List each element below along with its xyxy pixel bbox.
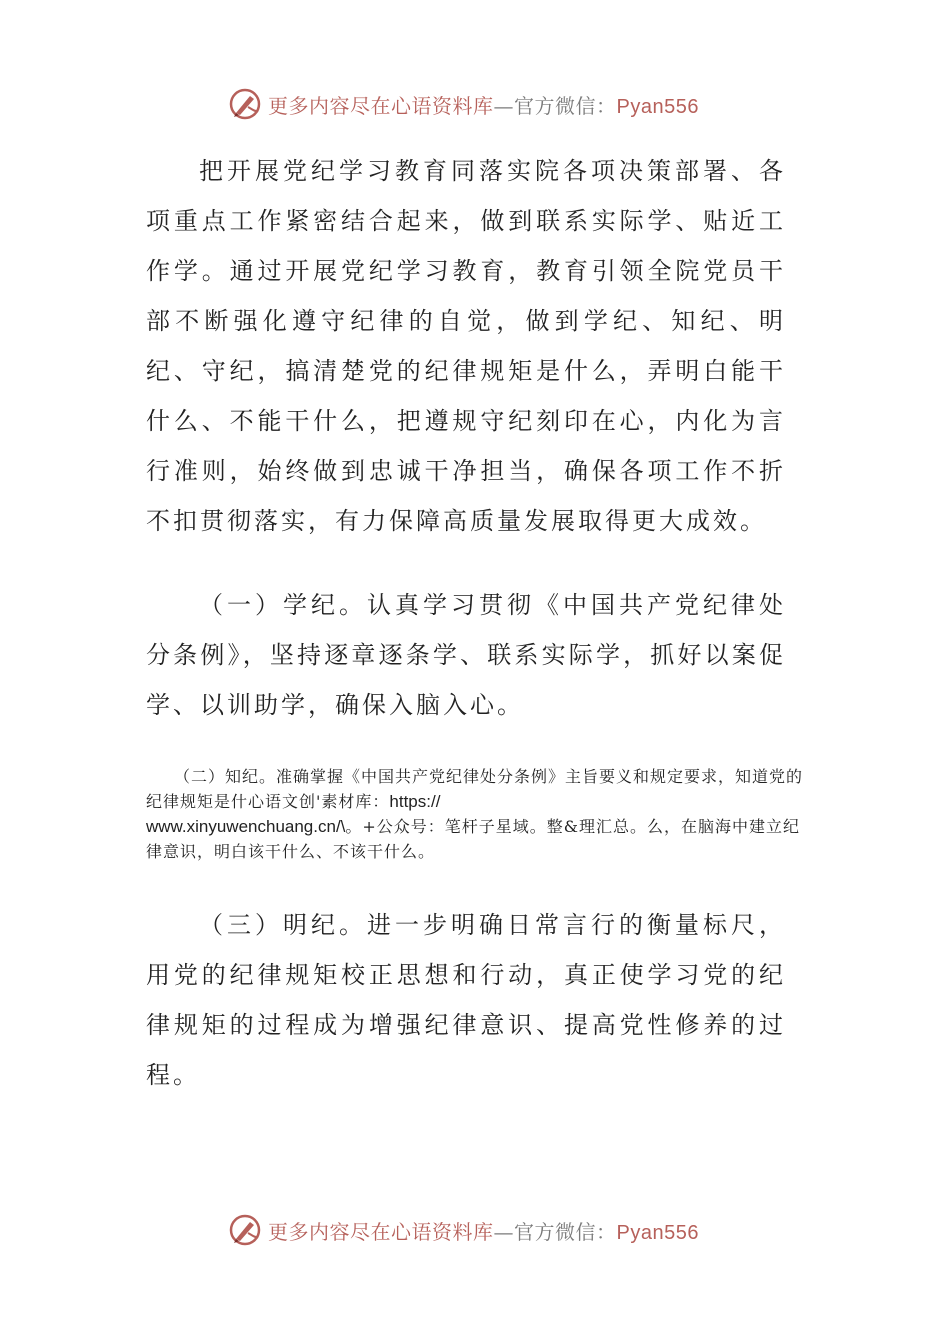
pen-logo-icon [228, 1213, 262, 1247]
banner-title: 更多内容尽在心语资料库 [268, 93, 494, 118]
paragraph-intro [146, 146, 786, 546]
paragraph-know-url-part1: https:// [389, 792, 441, 811]
paragraph-learn-text: （一）学纪。认真学习贯彻《中国共产党纪律处分条例》，坚持逐章逐条学、联系实际学，抓好以案促学、以训助学，确保入脑入心。 [146, 591, 786, 719]
paragraph-know-text-a: （二）知纪。准确掌握《中国共产党纪律处分条例》主旨要义和规定要求，知道党的纪律规矩是什心语文创'素材库： [146, 767, 804, 811]
paragraph-know-discipline [146, 764, 806, 864]
footer-banner-wechat-label: 官方微信： [514, 1219, 617, 1244]
paragraph-intro-text: 把开展党纪学习教育同落实院各项决策部署、各项重点工作紧密结合起来，做到联系实际学、贴近工作学。通过开展党纪学习教育，教育引领全院党员干部不断强化遵守纪律的自觉，做到学纪、知纪、明纪、守纪，搞清楚党的纪律规矩是什么，弄明白能干什么、不能干什么，把遵规守纪刻印在心，内化为言行准则，始终做到忠诚干净担当，确保各项工作不折不扣贯彻落实，有力保障高质量发展取得更大成效。 [146, 157, 786, 535]
paragraph-clarify-discipline [146, 900, 786, 1100]
footer-banner-title: 更多内容尽在心语资料库 [268, 1219, 494, 1244]
paragraph-clarify-text: （三）明纪。进一步明确日常言行的衡量标尺，用党的纪律规矩校正思想和行动，真正使学习党的纪律规矩的过程成为增强纪律意识、提高党性修养的过程。 [146, 911, 786, 1089]
footer-banner-wechat-id: Pyan556 [616, 1221, 699, 1244]
paragraph-learn-discipline [146, 580, 786, 730]
footer-banner [228, 1210, 748, 1250]
paragraph-know-url-part2: www.xinyuwenchuang.cn/\ [146, 817, 346, 836]
banner-dash: — [493, 93, 514, 118]
banner-wechat-label: 官方微信： [514, 93, 617, 118]
footer-banner-dash: — [493, 1219, 514, 1244]
footer-banner-text [268, 1216, 699, 1245]
banner-text [268, 90, 699, 119]
banner-wechat-id: Pyan556 [616, 95, 699, 118]
header-banner [228, 84, 748, 124]
paragraph-know-text-b: 。+公众号：笔杆子星域。整&理汇总。么，在脑海中建立纪律意识，明白该干什么、不该干什么。 [146, 817, 801, 861]
pen-logo-icon [228, 87, 262, 121]
